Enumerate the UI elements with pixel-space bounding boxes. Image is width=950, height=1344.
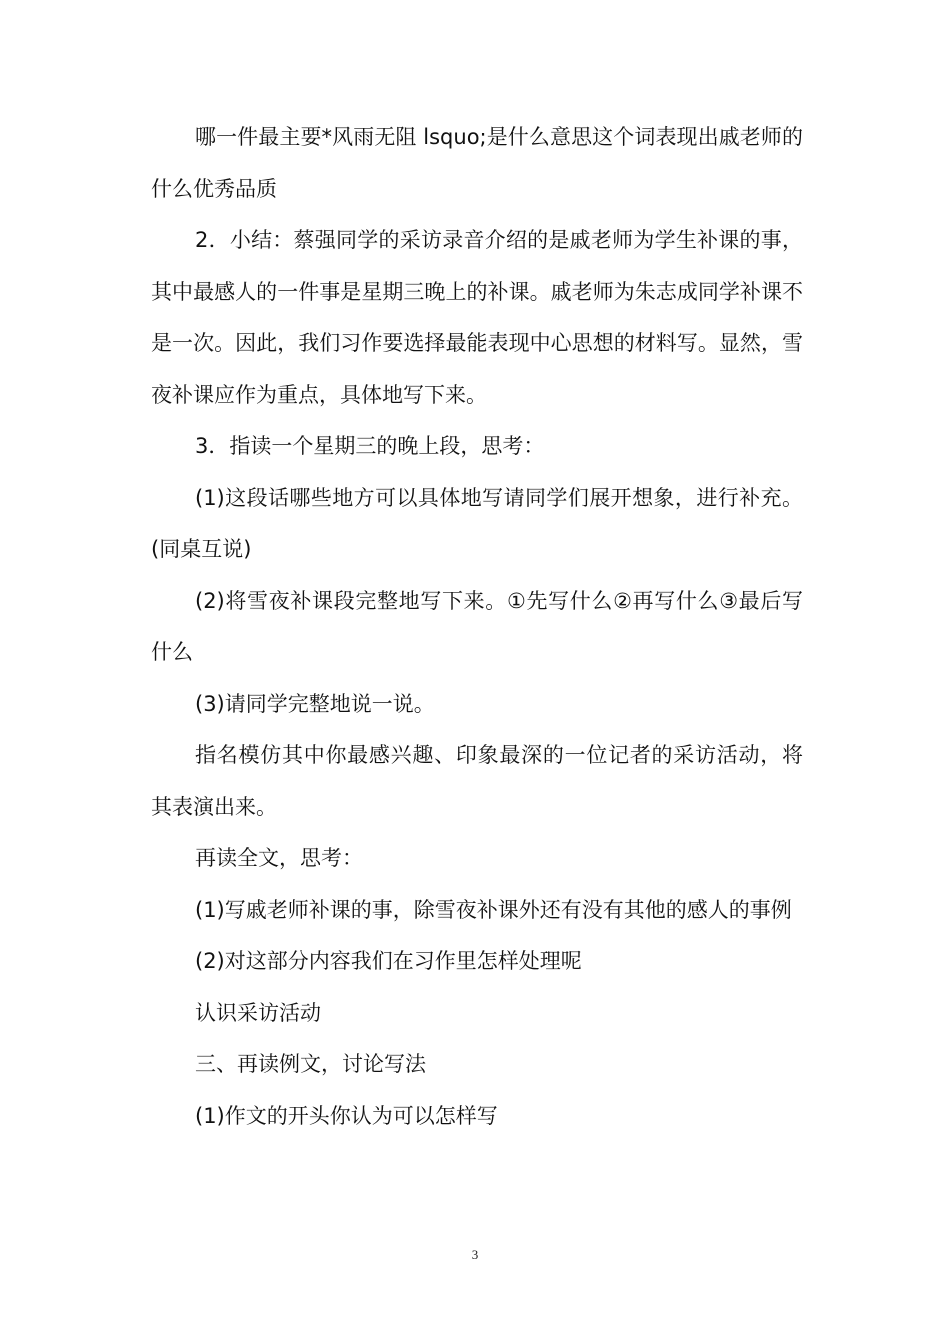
paragraph-item-2: (2)将雪夜补课段完整地写下来。①先写什么②再写什么③最后写什么 [151, 588, 803, 664]
paragraph-opening-question: (1)作文的开头你认为可以怎样写 [195, 1103, 498, 1128]
paragraph-item-3: (3)请同学完整地说一说。 [195, 691, 435, 716]
paragraph-reread: 再读全文，思考： [195, 846, 363, 870]
paragraph-point-reading: 3．指读一个星期三的晚上段，思考： [195, 434, 545, 458]
paragraph-item-1: (1)这段话哪些地方可以具体地写请同学们展开想象，进行补充。(同桌互说) [151, 485, 803, 561]
paragraph-reread-item-2: (2)对这部分内容我们在习作里怎样处理呢 [195, 949, 582, 973]
page-number: 3 [471, 1247, 479, 1262]
body-text [151, 112, 803, 1142]
paragraph-know-interview: 认识采访活动 [195, 1000, 321, 1025]
paragraph-reread-item-1: (1)写戚老师补课的事，除雪夜补课外还有没有其他的感人的事例 [195, 897, 792, 922]
section-heading-three: 三、再读例文，讨论写法 [195, 1052, 426, 1076]
paragraph-imitate-interview: 指名模仿其中你最感兴趣、印象最深的一位记者的采访活动，将其表演出来。 [151, 743, 803, 819]
paragraph-summary: 2．小结：蔡强同学的采访录音介绍的是戚老师为学生补课的事，其中最感人的一件事是星期三晚上的补课。戚老师为朱志成同学补课不是一次。因此，我们习作要选择最能表现中心思想的材料写。显然，雪夜补课应作为重点，具体地写下来。 [151, 228, 803, 407]
paragraph-question-weather: 哪一件最主要*风雨无阻 lsquo;是什么意思这个词表现出戚老师的什么优秀品质 [151, 125, 803, 201]
